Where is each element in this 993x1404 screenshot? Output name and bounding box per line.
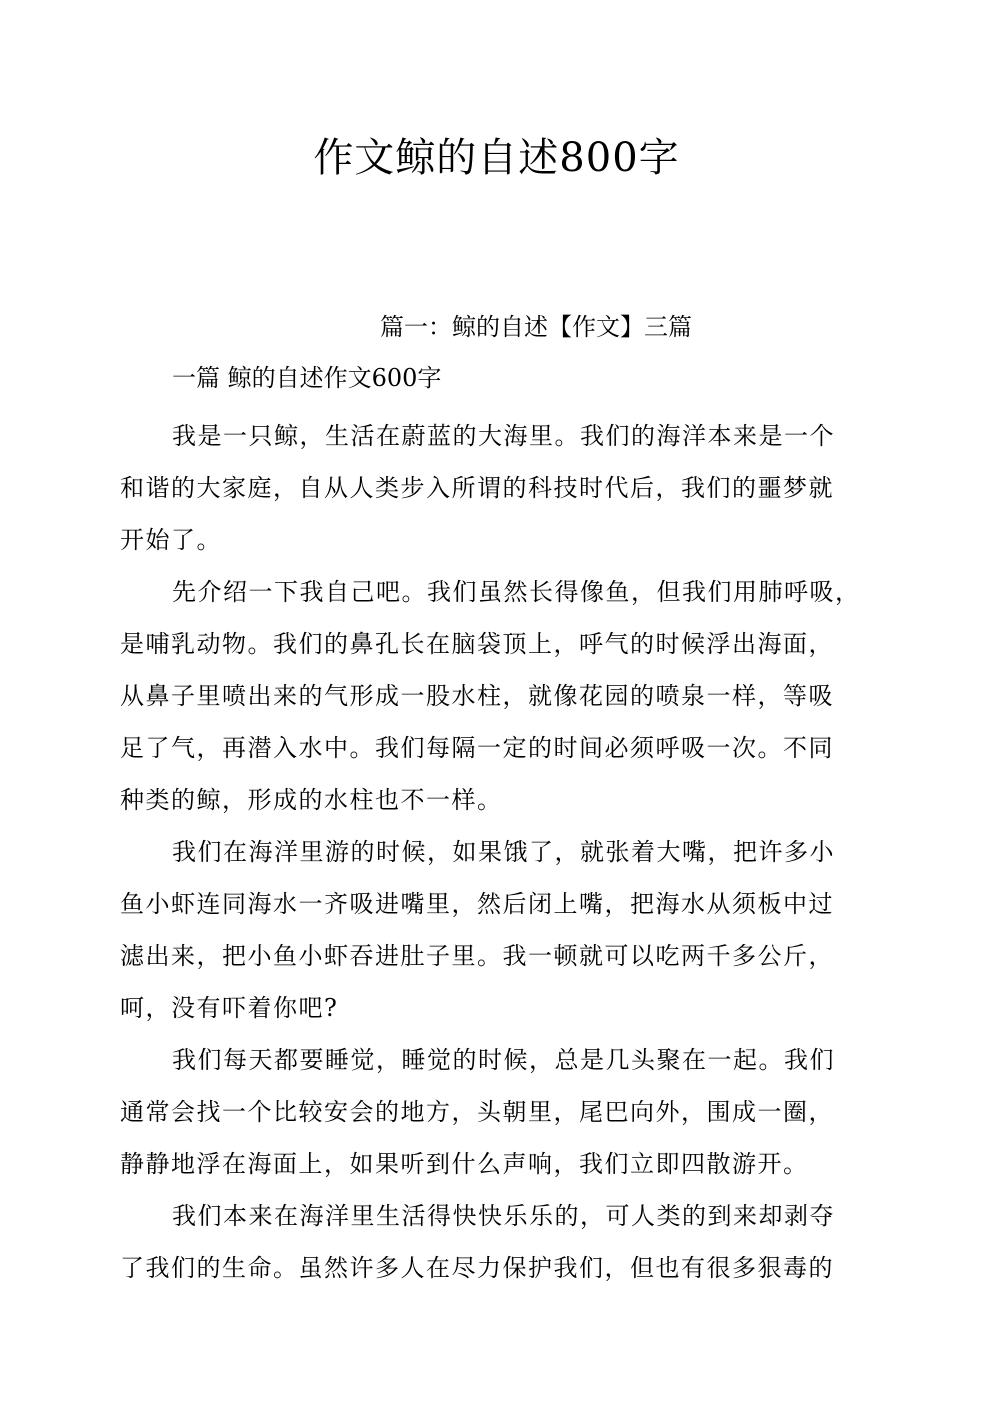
- text-line: 我们在海洋里游的时候，如果饿了，就张着大嘴，把许多小: [172, 838, 835, 866]
- text-line: 种类的鲸，形成的水柱也不一样。: [120, 786, 503, 814]
- text-line: 我们每天都要睡觉，睡觉的时候，总是几头聚在一起。我们: [172, 1046, 835, 1074]
- text-line: 通常会找一个比较安会的地方，头朝里，尾巴向外，围成一圈，: [120, 1098, 834, 1126]
- text-line: 了我们的生命。虽然许多人在尽力保护我们，但也有很多狠毒的: [120, 1254, 834, 1282]
- text-line: 我是一只鲸，生活在蔚蓝的大海里。我们的海洋本来是一个: [172, 422, 835, 450]
- document-title: 作文鲸的自述800字: [313, 135, 680, 181]
- text-line: 静静地浮在海面上，如果听到什么声响，我们立即四散游开。: [120, 1150, 809, 1178]
- paragraph: [120, 826, 870, 1034]
- document-body: [120, 410, 870, 1294]
- text-line: 足了气，再潜入水中。我们每隔一定的时间必须呼吸一次。不同: [120, 734, 834, 762]
- text-line: 鱼小虾连同海水一齐吸进嘴里，然后闭上嘴，把海水从须板中过: [120, 890, 834, 918]
- text-line: 是哺乳动物。我们的鼻孔长在脑袋顶上，呼气的时候浮出海面，: [120, 630, 834, 658]
- text-line: 先介绍一下我自己吧。我们虽然长得像鱼，但我们用肺呼吸，: [172, 578, 861, 606]
- text-line: 呵，没有吓着你吧?: [120, 994, 339, 1022]
- paragraph: [120, 1190, 870, 1294]
- section-heading: 篇一：鲸的自述【作文】三篇: [380, 313, 692, 341]
- paragraph: [120, 1034, 870, 1190]
- paragraph: [120, 410, 870, 566]
- text-line: 和谐的大家庭，自从人类步入所谓的科技时代后，我们的噩梦就: [120, 474, 834, 502]
- sub-heading: 一篇 鲸的自述作文600字: [172, 364, 442, 392]
- paragraph: [120, 566, 870, 826]
- text-line: 我们本来在海洋里生活得快快乐乐的，可人类的到来却剥夺: [172, 1202, 835, 1230]
- text-line: 滤出来，把小鱼小虾吞进肚子里。我一顿就可以吃两千多公斤，: [120, 942, 834, 970]
- text-line: 从鼻子里喷出来的气形成一股水柱，就像花园的喷泉一样，等吸: [120, 682, 834, 710]
- text-line: 开始了。: [120, 526, 222, 554]
